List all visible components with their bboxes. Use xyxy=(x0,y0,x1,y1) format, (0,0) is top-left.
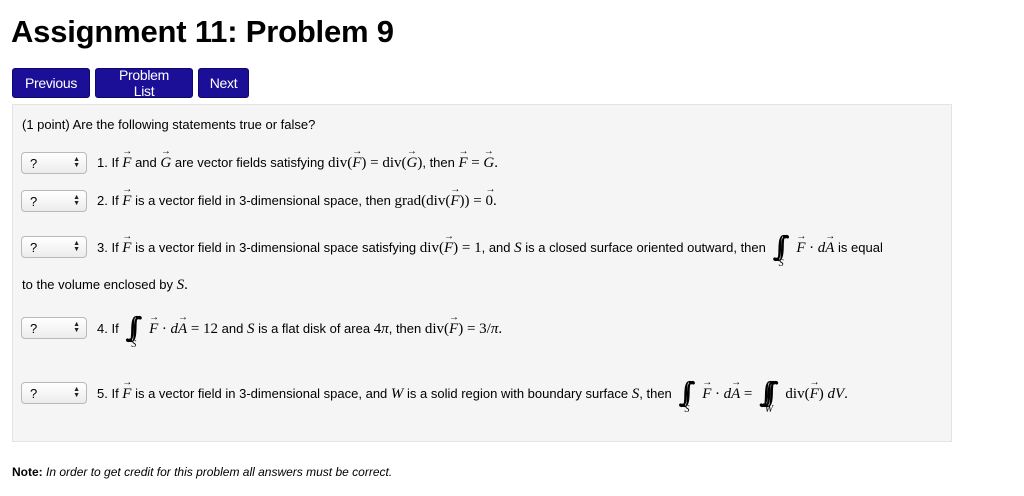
problem-list-button[interactable]: Problem List xyxy=(95,68,193,98)
statement-1 xyxy=(21,152,498,174)
select-value: ? xyxy=(30,193,38,209)
note xyxy=(12,465,392,479)
statement-5-text: 5. If → F is a vector field in 3-dimensional space, and W is a solid region with boundary surface S, then ∫∫ S → F · d→ A = ∫∫∫ W div(→ F) dV. xyxy=(97,375,848,411)
select-value: ? xyxy=(30,155,38,171)
select-arrows-icon: ▲ ▼ xyxy=(73,386,80,399)
select-value: ? xyxy=(30,320,38,336)
select-arrows-icon: ▲ ▼ xyxy=(73,321,80,334)
statement-3-continuation: to the volume enclosed by S. xyxy=(22,277,188,293)
surface-integral-symbol: ∫∫ S xyxy=(678,376,690,415)
answer-select-3[interactable] xyxy=(21,236,87,258)
answer-select-1[interactable] xyxy=(21,152,87,174)
problem-navigation xyxy=(12,68,249,98)
select-value: ? xyxy=(30,385,38,401)
previous-button[interactable]: Previous xyxy=(12,68,90,98)
statement-5 xyxy=(21,375,848,415)
select-arrows-icon: ▲ ▼ xyxy=(73,240,80,253)
problem-panel xyxy=(12,104,952,442)
statement-4 xyxy=(21,310,503,350)
answer-select-5[interactable] xyxy=(21,382,87,404)
select-arrows-icon: ▲ ▼ xyxy=(73,156,80,169)
note-label: Note: xyxy=(12,465,43,479)
select-arrows-icon: ▲ ▼ xyxy=(73,194,80,207)
statement-4-text: 4. If ∫∫ S → F · d→ A = 12 and S is a flat disk of area 4π, then div(→ F) = 3/π. xyxy=(97,310,502,346)
surface-integral-symbol: ∫∫ S xyxy=(772,230,784,269)
next-button[interactable]: Next xyxy=(198,68,249,98)
volume-integral-symbol: ∫∫∫ W xyxy=(759,376,774,415)
statement-2-text: 2. If → F is a vector field in 3-dimensional space, then grad(div(→ F)) = → 0. xyxy=(97,193,497,210)
statement-1-text: 1. If → F and → G are vector fields satisfying div(→ F) = div(→ G), then → F = → G. xyxy=(97,155,498,172)
surface-integral-symbol: ∫∫ S xyxy=(125,311,137,350)
page-title: Assignment 11: Problem 9 xyxy=(11,14,394,49)
problem-intro: (1 point) Are the following statements true or false? xyxy=(22,117,316,132)
answer-select-4[interactable] xyxy=(21,317,87,339)
select-value: ? xyxy=(30,239,38,255)
statement-3-text: 3. If → F is a vector field in 3-dimensional space satisfying div(→ F) = 1, and S is a closed surface oriented outward, then ∫∫ S → F · d→ A is equal xyxy=(97,229,883,265)
note-text: In order to get credit for this problem all answers must be correct. xyxy=(46,465,393,479)
answer-select-2[interactable] xyxy=(21,190,87,212)
statement-3 xyxy=(21,229,883,269)
statement-2 xyxy=(21,190,497,212)
